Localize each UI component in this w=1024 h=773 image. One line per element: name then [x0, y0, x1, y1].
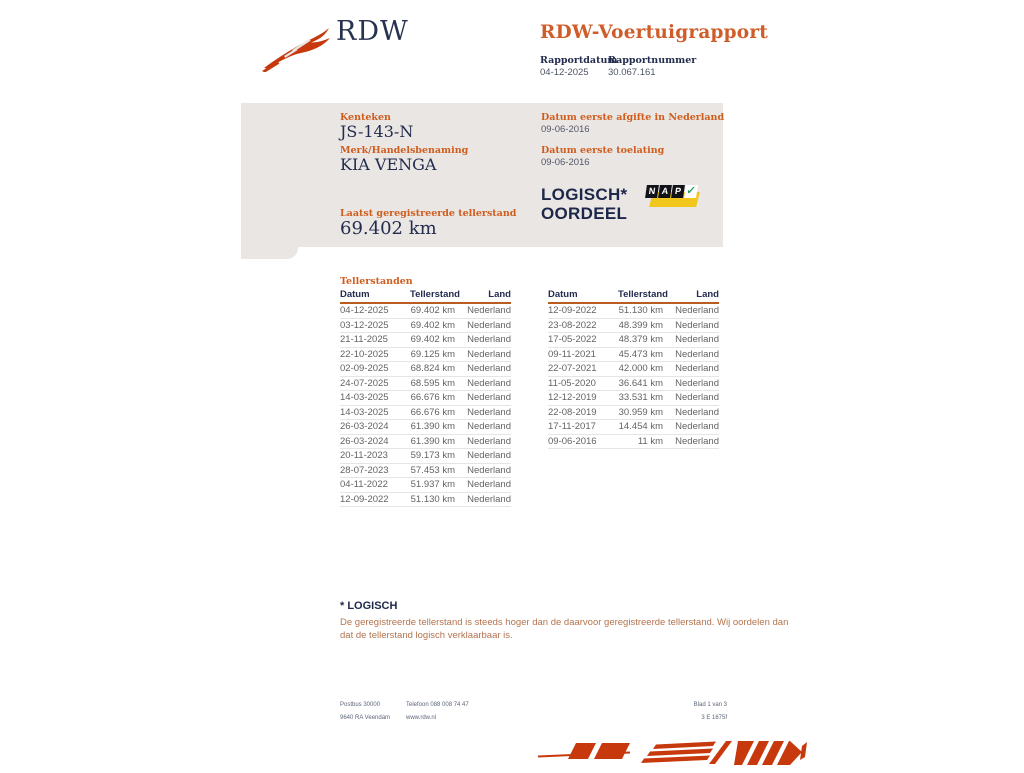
table-row: [340, 333, 511, 348]
cell-datum: 12-12-2019: [548, 392, 597, 404]
cell-tellerstand: 51.130 km: [618, 305, 663, 317]
cell-tellerstand: 68.595 km: [410, 377, 455, 389]
table-row: [340, 304, 511, 319]
footer-website: www.rdw.nl: [406, 715, 437, 721]
cell-land: Nederland: [675, 377, 719, 389]
report-number-value: 30.067.161: [608, 67, 656, 78]
cell-tellerstand: 30.959 km: [618, 406, 663, 418]
table-row: [548, 435, 719, 450]
cell-datum: 22-10-2025: [340, 348, 389, 360]
cell-datum: 22-07-2021: [548, 363, 597, 375]
footer-form-code: 3 E 1675f: [701, 715, 727, 721]
col-tellerstand: Tellerstand: [410, 289, 460, 300]
table-row: [340, 420, 511, 435]
table-row: [340, 406, 511, 421]
table-row: [340, 493, 511, 508]
cell-datum: 04-11-2022: [340, 479, 388, 491]
vehicle-summary-panel: [241, 103, 723, 247]
tellerstanden-table-left: [340, 289, 511, 507]
cell-land: Nederland: [675, 363, 719, 375]
cell-tellerstand: 69.125 km: [410, 348, 455, 360]
table-row: [548, 304, 719, 319]
nap-letter-p: P: [671, 185, 685, 198]
cell-datum: 14-03-2025: [340, 392, 389, 404]
cell-datum: 28-07-2023: [340, 464, 389, 476]
table-row: [340, 435, 511, 450]
cell-land: Nederland: [467, 464, 511, 476]
cell-land: Nederland: [675, 305, 719, 317]
nap-logo-icon: [645, 184, 701, 210]
cell-land: Nederland: [675, 406, 719, 418]
page-title: RDW-Voertuigrapport: [540, 22, 769, 43]
table-row: [548, 333, 719, 348]
cell-datum: 02-09-2025: [340, 363, 389, 375]
cell-land: Nederland: [467, 319, 511, 331]
cell-land: Nederland: [675, 435, 719, 447]
cell-tellerstand: 45.473 km: [618, 348, 663, 360]
table-body: [548, 304, 719, 449]
table-row: [340, 319, 511, 334]
cell-land: Nederland: [467, 450, 511, 462]
table-row: [548, 319, 719, 334]
footer-phone: Telefoon 088 008 74 47: [406, 702, 469, 708]
table-row: [548, 420, 719, 435]
cell-tellerstand: 69.402 km: [410, 334, 455, 346]
cell-land: Nederland: [675, 319, 719, 331]
cell-land: Nederland: [467, 363, 511, 375]
cell-tellerstand: 51.937 km: [410, 479, 455, 491]
cell-datum: 09-06-2016: [548, 435, 597, 447]
cell-tellerstand: 48.399 km: [618, 319, 663, 331]
cell-tellerstand: 14.454 km: [618, 421, 663, 433]
table-header-row: [548, 289, 719, 304]
cell-tellerstand: 61.390 km: [410, 435, 455, 447]
cell-datum: 12-09-2022: [340, 493, 389, 505]
kenteken-label: Kenteken: [340, 112, 391, 123]
report-date-label: Rapportdatum: [540, 55, 618, 66]
cell-land: Nederland: [467, 406, 511, 418]
col-land: Land: [696, 289, 719, 300]
laatste-tellerstand-value: 69.402 km: [340, 218, 437, 239]
cell-datum: 22-08-2019: [548, 406, 597, 418]
tellerstanden-section-title: Tellerstanden: [340, 276, 413, 287]
cell-tellerstand: 57.453 km: [410, 464, 455, 476]
table-header-row: [340, 289, 511, 304]
cell-datum: 23-08-2022: [548, 319, 597, 331]
col-datum: Datum: [340, 289, 370, 300]
cell-tellerstand: 33.531 km: [618, 392, 663, 404]
cell-land: Nederland: [467, 392, 511, 404]
table-row: [548, 391, 719, 406]
cell-datum: 24-07-2025: [340, 377, 389, 389]
cell-land: Nederland: [467, 493, 511, 505]
cell-land: Nederland: [467, 334, 511, 346]
footer-address-line1: Postbus 30000: [340, 702, 381, 708]
cell-datum: 14-03-2025: [340, 406, 389, 418]
table-row: [340, 449, 511, 464]
laatste-tellerstand-label: Laatst geregistreerde tellerstand: [340, 208, 517, 219]
eerste-afgifte-value: 09-06-2016: [541, 124, 590, 135]
oordeel-line1: LOGISCH*: [541, 185, 628, 204]
kenteken-value: JS-143-N: [340, 122, 414, 141]
rdw-wordmark: RDW: [336, 16, 409, 47]
table-row: [548, 377, 719, 392]
nap-letter-n: N: [645, 185, 659, 198]
table-row: [340, 464, 511, 479]
cell-datum: 12-09-2022: [548, 305, 597, 317]
logisch-footnote-title: * LOGISCH: [340, 600, 398, 612]
rdw-footer-graphic-icon: [538, 738, 808, 768]
cell-land: Nederland: [675, 334, 719, 346]
cell-datum: 04-12-2025: [340, 305, 389, 317]
cell-tellerstand: 69.402 km: [410, 305, 455, 317]
cell-land: Nederland: [675, 348, 719, 360]
cell-tellerstand: 69.402 km: [410, 319, 455, 331]
eerste-toelating-value: 09-06-2016: [541, 157, 590, 168]
logisch-footnote-line1: De geregistreerde tellerstand is steeds hoger dan de daarvoor geregistreerde tellerstand. Wij oordelen dan: [340, 617, 789, 628]
cell-land: Nederland: [467, 421, 511, 433]
cell-tellerstand: 48.379 km: [618, 334, 663, 346]
col-datum: Datum: [548, 289, 578, 300]
rdw-feather-logo-icon: [262, 26, 334, 72]
report-number-label: Rapportnummer: [608, 55, 697, 66]
cell-land: Nederland: [467, 305, 511, 317]
table-row: [340, 348, 511, 363]
report-date-value: 04-12-2025: [540, 67, 589, 78]
cell-land: Nederland: [467, 348, 511, 360]
cell-land: Nederland: [467, 435, 511, 447]
table-row: [340, 362, 511, 377]
cell-tellerstand: 36.641 km: [618, 377, 663, 389]
cell-tellerstand: 68.824 km: [410, 363, 455, 375]
tellerstanden-table-right: [548, 289, 719, 449]
cell-land: Nederland: [467, 377, 511, 389]
col-tellerstand: Tellerstand: [618, 289, 668, 300]
merk-value: KIA VENGA: [340, 155, 437, 174]
cell-tellerstand: 61.390 km: [410, 421, 455, 433]
cell-tellerstand: 66.676 km: [410, 392, 455, 404]
cell-datum: 03-12-2025: [340, 319, 389, 331]
table-row: [548, 362, 719, 377]
cell-datum: 26-03-2024: [340, 435, 389, 447]
cell-land: Nederland: [675, 421, 719, 433]
cell-datum: 26-03-2024: [340, 421, 389, 433]
footer-address-line2: 9640 RA Veendam: [340, 715, 391, 721]
cell-tellerstand: 59.173 km: [410, 450, 455, 462]
table-row: [548, 406, 719, 421]
table-row: [548, 348, 719, 363]
table-row: [340, 478, 511, 493]
footer-page-number: Blad 1 van 3: [693, 702, 727, 708]
cell-tellerstand: 66.676 km: [410, 406, 455, 418]
cell-tellerstand: 51.130 km: [410, 493, 455, 505]
table-body: [340, 304, 511, 507]
col-land: Land: [488, 289, 511, 300]
cell-datum: 17-11-2017: [548, 421, 596, 433]
cell-tellerstand: 42.000 km: [618, 363, 663, 375]
nap-check-icon: ✓: [685, 185, 697, 197]
nap-letter-a: A: [658, 185, 672, 198]
cell-tellerstand: 11 km: [637, 435, 663, 447]
cell-datum: 11-05-2020: [548, 377, 596, 389]
table-row: [340, 391, 511, 406]
cell-datum: 17-05-2022: [548, 334, 597, 346]
cell-datum: 21-11-2025: [340, 334, 388, 346]
cell-land: Nederland: [467, 479, 511, 491]
cell-land: Nederland: [675, 392, 719, 404]
eerste-afgifte-label: Datum eerste afgifte in Nederland: [541, 112, 725, 123]
table-row: [340, 377, 511, 392]
eerste-toelating-label: Datum eerste toelating: [541, 145, 665, 156]
vehicle-summary-panel-tab: [241, 247, 298, 259]
cell-datum: 20-11-2023: [340, 450, 388, 462]
oordeel-line2: OORDEEL: [541, 204, 628, 223]
logisch-footnote-line2: dat de tellerstand logisch verklaarbaar is.: [340, 630, 513, 641]
cell-datum: 09-11-2021: [548, 348, 596, 360]
merk-label: Merk/Handelsbenaming: [340, 145, 469, 156]
oordeel-text: [541, 185, 627, 223]
